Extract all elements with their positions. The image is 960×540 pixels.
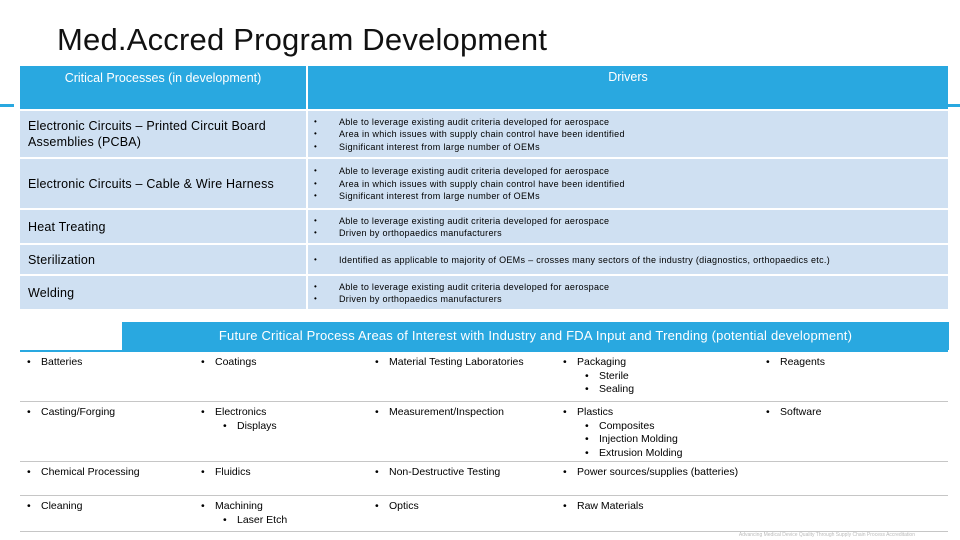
bullet: • bbox=[563, 406, 567, 418]
table-row bbox=[20, 274, 948, 309]
area-item bbox=[766, 356, 948, 370]
area-label: Measurement/Inspection bbox=[389, 406, 504, 418]
right-edge-mark bbox=[946, 104, 960, 107]
area-item bbox=[375, 500, 556, 514]
sub-item bbox=[563, 447, 759, 461]
bullet: • bbox=[201, 356, 205, 368]
sub-label: Injection Molding bbox=[599, 433, 678, 445]
area-label: Plastics bbox=[577, 406, 614, 418]
bullet: • bbox=[314, 281, 318, 291]
bullet: • bbox=[314, 129, 318, 139]
area-label: Fluidics bbox=[215, 466, 251, 478]
bullet: • bbox=[375, 500, 379, 512]
driver-item bbox=[314, 165, 948, 178]
grid-cell bbox=[556, 462, 759, 495]
process-name: Electronic Circuits – Cable & Wire Harness bbox=[28, 176, 274, 191]
driver-text: Able to leverage existing audit criteria developed for aerospace bbox=[339, 166, 610, 177]
area-item bbox=[563, 500, 759, 514]
area-item bbox=[201, 406, 368, 420]
grid-cell bbox=[20, 462, 194, 495]
sub-item bbox=[201, 420, 368, 434]
grid-cell bbox=[556, 352, 759, 401]
bullet: • bbox=[201, 406, 205, 418]
area-item bbox=[27, 406, 194, 420]
table-row bbox=[20, 243, 948, 274]
area-item bbox=[201, 356, 368, 370]
driver-item bbox=[314, 281, 948, 294]
grid-row bbox=[20, 402, 948, 462]
process-name: Sterilization bbox=[28, 252, 96, 267]
critical-processes-table bbox=[20, 66, 948, 309]
process-name: Welding bbox=[28, 285, 75, 300]
grid-cell bbox=[194, 462, 368, 495]
bullet: • bbox=[314, 141, 318, 151]
bullet: • bbox=[27, 500, 31, 512]
bullet: • bbox=[314, 294, 318, 303]
process-name: Electronic Circuits – Printed Circuit Board Assemblies (PCBA) bbox=[28, 119, 266, 149]
grid-cell bbox=[20, 352, 194, 401]
driver-text: Significant interest from large number of OEMs bbox=[339, 141, 540, 152]
area-label: Reagents bbox=[780, 356, 825, 368]
bullet: • bbox=[27, 406, 31, 418]
grid-cell bbox=[194, 402, 368, 461]
bullet: • bbox=[585, 383, 589, 395]
area-label: Coatings bbox=[215, 356, 257, 368]
bullet: • bbox=[766, 356, 770, 368]
driver-item bbox=[314, 178, 948, 191]
bullet: • bbox=[314, 116, 318, 126]
bullet: • bbox=[223, 419, 227, 432]
area-item bbox=[27, 466, 194, 480]
area-item bbox=[201, 466, 368, 480]
area-label: Raw Materials bbox=[577, 500, 644, 512]
area-label: Software bbox=[780, 406, 822, 418]
grid-cell bbox=[368, 462, 556, 495]
drivers-cell bbox=[308, 276, 948, 309]
sub-label: Sealing bbox=[599, 383, 635, 395]
area-item bbox=[375, 466, 556, 480]
header-processes: Critical Processes (in development) bbox=[64, 71, 262, 85]
bullet: • bbox=[201, 466, 205, 478]
area-item bbox=[563, 356, 759, 370]
area-item bbox=[201, 500, 368, 514]
header-drivers: Drivers bbox=[608, 70, 648, 84]
bullet: • bbox=[585, 419, 589, 432]
area-label: Power sources/supplies (batteries) bbox=[577, 466, 739, 478]
bullet: • bbox=[563, 466, 567, 478]
bullet: • bbox=[314, 254, 318, 264]
grid-row bbox=[20, 496, 948, 532]
sub-label: Sterile bbox=[599, 369, 629, 382]
bullet: • bbox=[201, 500, 205, 512]
bullet: • bbox=[314, 228, 318, 237]
grid-cell bbox=[368, 352, 556, 401]
area-item bbox=[375, 406, 556, 420]
area-label: Optics bbox=[389, 500, 419, 512]
grid-cell bbox=[368, 496, 556, 531]
driver-text: Able to leverage existing audit criteria developed for aerospace bbox=[339, 215, 610, 226]
grid-cell bbox=[556, 496, 759, 531]
bullet: • bbox=[314, 191, 318, 201]
driver-text: Able to leverage existing audit criteria developed for aerospace bbox=[339, 281, 610, 292]
area-label: Packaging bbox=[577, 356, 627, 368]
left-edge-mark bbox=[0, 104, 14, 107]
area-item bbox=[375, 356, 556, 370]
grid-cell bbox=[368, 402, 556, 461]
sub-item bbox=[563, 370, 759, 384]
bullet: • bbox=[314, 166, 318, 176]
driver-item bbox=[314, 215, 948, 228]
bullet: • bbox=[223, 513, 227, 526]
drivers-cell bbox=[308, 111, 948, 157]
table-header bbox=[20, 66, 948, 109]
grid-row bbox=[20, 352, 948, 402]
bullet: • bbox=[585, 433, 589, 445]
footer-note: Advancing Medical Device Quality Through Supply Chain Process Accreditation bbox=[738, 532, 915, 538]
drivers-cell bbox=[308, 159, 948, 208]
page-title: Med.Accred Program Development bbox=[57, 22, 548, 57]
sub-label: Displays bbox=[237, 419, 277, 432]
grid-cell bbox=[759, 462, 948, 495]
grid-cell bbox=[556, 402, 759, 461]
area-label: Material Testing Laboratories bbox=[389, 356, 524, 368]
grid-cell bbox=[759, 352, 948, 401]
table-row bbox=[20, 157, 948, 208]
driver-item bbox=[314, 254, 948, 267]
bullet: • bbox=[563, 500, 567, 512]
driver-text: Identified as applicable to majority of OEMs – crosses many sectors of the industry (diagnostics, orthopaedics etc.) bbox=[339, 254, 831, 265]
driver-item bbox=[314, 190, 948, 203]
grid-cell bbox=[194, 352, 368, 401]
sub-item bbox=[201, 514, 368, 528]
grid-cell bbox=[20, 402, 194, 461]
bullet: • bbox=[766, 406, 770, 418]
table-row bbox=[20, 208, 948, 243]
area-item bbox=[27, 356, 194, 370]
sub-label: Composites bbox=[599, 419, 655, 432]
area-item bbox=[766, 406, 948, 420]
driver-text: Significant interest from large number of OEMs bbox=[339, 191, 540, 202]
driver-text: Driven by orthopaedics manufacturers bbox=[339, 294, 502, 304]
sub-item bbox=[563, 433, 759, 447]
driver-text: Able to leverage existing audit criteria developed for aerospace bbox=[339, 116, 610, 127]
drivers-cell bbox=[308, 245, 948, 274]
driver-item bbox=[314, 141, 948, 154]
sub-label: Laser Etch bbox=[237, 513, 288, 526]
grid-cell bbox=[759, 402, 948, 461]
area-item bbox=[27, 500, 194, 514]
bullet: • bbox=[585, 369, 589, 382]
grid-row bbox=[20, 462, 948, 496]
bullet: • bbox=[585, 446, 589, 459]
area-label: Batteries bbox=[41, 356, 83, 368]
bullet: • bbox=[27, 356, 31, 368]
future-areas-title: Future Critical Process Areas of Interest with Industry and FDA Input and Trending (potential development) bbox=[122, 322, 949, 350]
driver-item bbox=[314, 128, 948, 141]
grid-cell bbox=[20, 496, 194, 531]
driver-item bbox=[314, 293, 948, 306]
table-row bbox=[20, 109, 948, 157]
bullet: • bbox=[563, 356, 567, 368]
process-name: Heat Treating bbox=[28, 219, 106, 234]
driver-text: Area in which issues with supply chain control have been identified bbox=[339, 178, 625, 189]
bullet: • bbox=[375, 466, 379, 478]
sub-item bbox=[563, 420, 759, 434]
bullet: • bbox=[375, 356, 379, 368]
driver-item bbox=[314, 116, 948, 129]
driver-text: Area in which issues with supply chain control have been identified bbox=[339, 129, 625, 140]
future-areas-grid bbox=[20, 350, 948, 532]
area-label: Cleaning bbox=[41, 500, 83, 512]
area-label: Casting/Forging bbox=[41, 406, 116, 418]
bullet: • bbox=[27, 466, 31, 478]
bullet: • bbox=[314, 215, 318, 225]
area-label: Electronics bbox=[215, 406, 267, 418]
sub-item bbox=[563, 383, 759, 397]
area-item bbox=[563, 406, 759, 420]
bullet: • bbox=[314, 178, 318, 188]
area-item bbox=[563, 466, 759, 480]
drivers-cell bbox=[308, 210, 948, 243]
area-label: Non-Destructive Testing bbox=[389, 466, 501, 478]
sub-label: Extrusion Molding bbox=[599, 446, 683, 459]
area-label: Chemical Processing bbox=[41, 466, 140, 478]
grid-cell bbox=[194, 496, 368, 531]
grid-cell bbox=[759, 496, 948, 531]
bullet: • bbox=[375, 406, 379, 418]
driver-text: Driven by orthopaedics manufacturers bbox=[339, 228, 502, 238]
driver-item bbox=[314, 227, 948, 240]
area-label: Machining bbox=[215, 500, 263, 512]
